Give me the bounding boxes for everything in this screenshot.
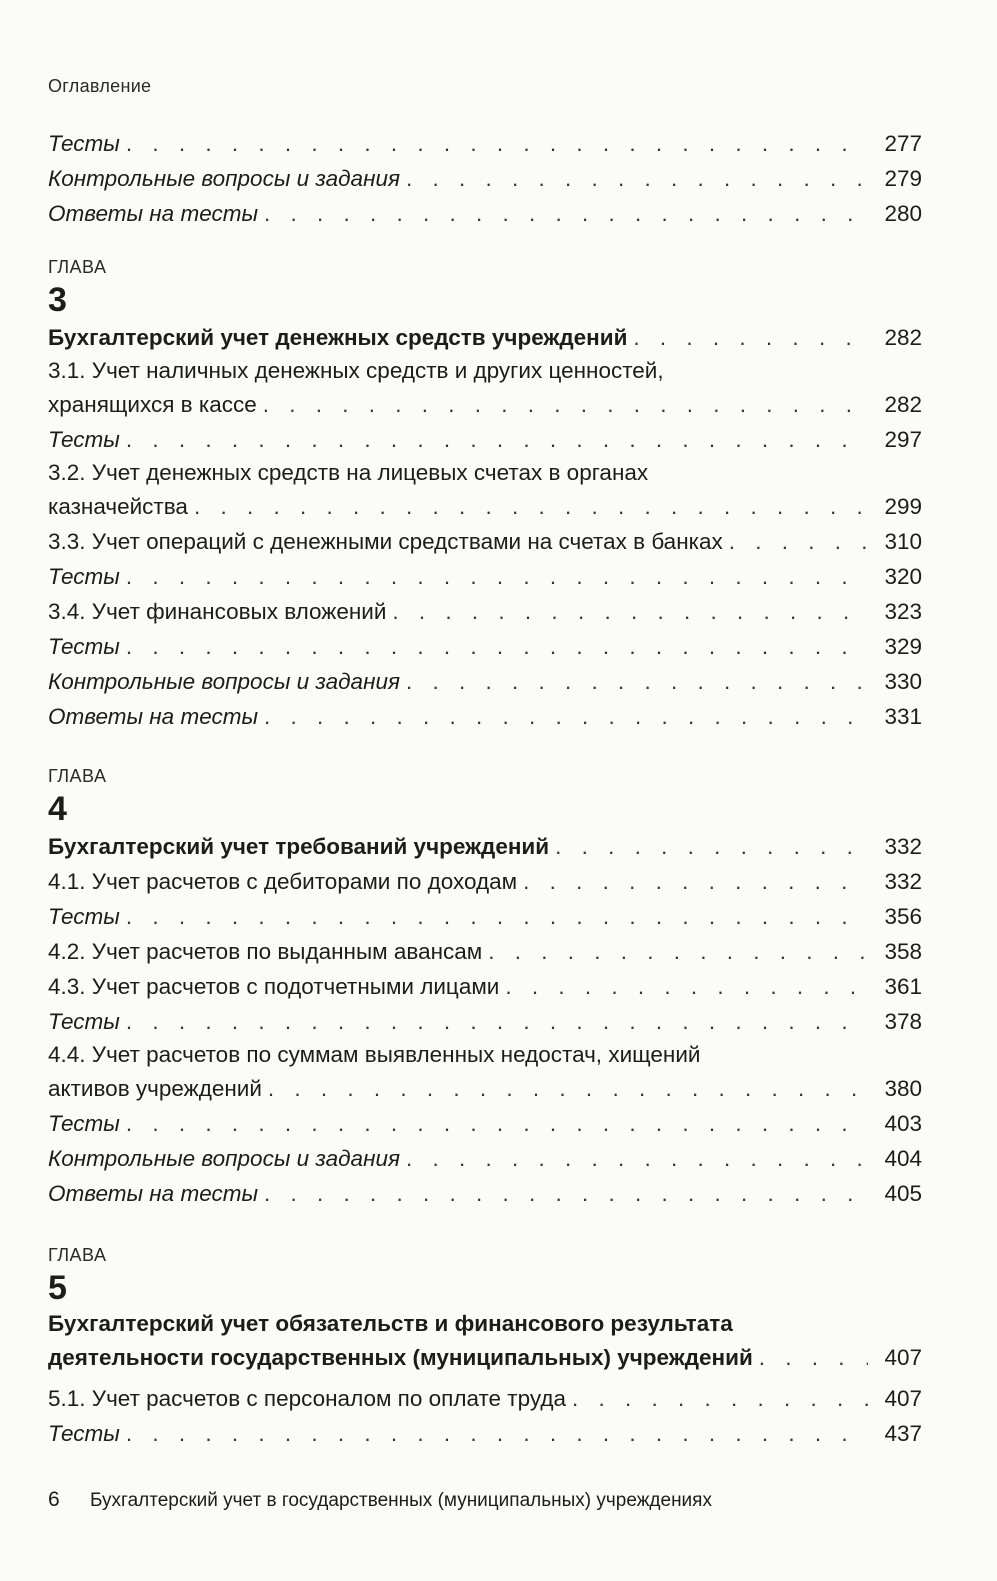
toc-page-number: 329 [884, 634, 922, 659]
toc-entry [48, 664, 922, 699]
toc-entry [48, 1176, 922, 1211]
toc-entry [48, 699, 922, 734]
toc-page-number: 378 [884, 1009, 922, 1034]
toc-entry-title: Тесты [48, 559, 126, 594]
toc-entry-title: хранящихся в кассе [48, 387, 263, 422]
toc-entry [48, 387, 922, 422]
toc-entry-title: казначейства [48, 489, 194, 524]
page-footer [48, 1488, 712, 1512]
toc-entry-title: 3.3. Учет операций с денежными средствами на счетах в банках [48, 524, 729, 559]
toc-entry [48, 1071, 922, 1106]
toc-entry [48, 1416, 922, 1451]
toc-entry-title: Тесты [48, 899, 126, 934]
toc-entry [48, 559, 922, 594]
toc-page-number: 332 [884, 834, 922, 859]
toc-entry [48, 899, 922, 934]
toc-entry-title: Ответы на тесты [48, 1176, 264, 1211]
toc-entry-title: Тесты [48, 126, 126, 161]
toc-entry-title: Тесты [48, 1106, 126, 1141]
running-head: Оглавление [48, 76, 152, 96]
chapter-label: ГЛАВА [48, 257, 107, 277]
toc-entry-title: Ответы на тесты [48, 196, 264, 231]
toc-page-number: 280 [884, 201, 922, 226]
toc-entry [48, 422, 922, 457]
toc-entry [48, 864, 922, 899]
toc-entry-title: Ответы на тесты [48, 699, 264, 734]
chapter-label: ГЛАВА [48, 766, 107, 786]
toc-entry [48, 1381, 922, 1416]
chapter-heading [48, 829, 922, 864]
toc-page-number: 380 [884, 1076, 922, 1101]
toc-entry [48, 489, 922, 524]
toc-page-number: 405 [884, 1181, 922, 1206]
chapter-4 [48, 763, 922, 1211]
chapter-3 [48, 254, 922, 734]
toc-page-number: 277 [884, 131, 922, 156]
toc-page-number: 332 [884, 869, 922, 894]
chapter-number: 4 [48, 790, 67, 828]
toc-page-number: 297 [884, 427, 922, 452]
toc-page-number: 403 [884, 1111, 922, 1136]
toc-entry-title: Контрольные вопросы и задания [48, 1141, 406, 1176]
toc-entry [48, 629, 922, 664]
chapter-5 [48, 1242, 922, 1451]
chapter-heading-line: Бухгалтерский учет обязательств и финансового результата [48, 1311, 733, 1336]
toc-entry [48, 1141, 922, 1176]
toc-page-number: 330 [884, 669, 922, 694]
chapter-number: 5 [48, 1269, 67, 1307]
toc-page-number: 282 [884, 325, 922, 350]
toc-entry-title: Тесты [48, 1004, 126, 1039]
toc-page-number: 282 [884, 392, 922, 417]
toc-entry-title: Контрольные вопросы и задания [48, 161, 406, 196]
toc-page-number: 320 [884, 564, 922, 589]
toc-entry-title: 3.4. Учет финансовых вложений [48, 594, 392, 629]
toc-entry-title: Контрольные вопросы и задания [48, 664, 406, 699]
toc-entry-title: 4.2. Учет расчетов по выданным авансам [48, 934, 488, 969]
toc-entry [48, 1004, 922, 1039]
chapter-heading-title: Бухгалтерский учет денежных средств учреждений [48, 320, 633, 355]
toc-page-number: 404 [884, 1146, 922, 1171]
chapter-heading [48, 320, 922, 355]
toc-entry [48, 934, 922, 969]
toc-entry-title: Тесты [48, 629, 126, 664]
toc-top-group [48, 126, 922, 231]
toc-page-number: 407 [884, 1345, 922, 1370]
toc-entry-title: 4.1. Учет расчетов с дебиторами по доходам [48, 864, 523, 899]
toc-entry [48, 1106, 922, 1141]
chapter-heading [48, 1340, 922, 1375]
toc-entry-line: 3.1. Учет наличных денежных средств и других ценностей, [48, 358, 664, 383]
toc-entry [48, 126, 922, 161]
toc-entry-title: 4.3. Учет расчетов с подотчетными лицами [48, 969, 505, 1004]
toc-page-number: 356 [884, 904, 922, 929]
toc-page-number: 437 [884, 1421, 922, 1446]
toc-entry [48, 969, 922, 1004]
footer-page-number: 6 [48, 1488, 60, 1511]
toc-page-number: 323 [884, 599, 922, 624]
chapter-heading-title: деятельности государственных (муниципальных) учреждений [48, 1340, 759, 1375]
chapter-heading-title: Бухгалтерский учет требований учреждений [48, 829, 555, 864]
toc-entry-title: Тесты [48, 1416, 126, 1451]
chapter-label: ГЛАВА [48, 1245, 107, 1265]
toc-page-number: 358 [884, 939, 922, 964]
toc-entry-title: Тесты [48, 422, 126, 457]
toc-entry-title: активов учреждений [48, 1071, 268, 1106]
toc-entry [48, 161, 922, 196]
footer-book-title: Бухгалтерский учет в государственных (муниципальных) учреждениях [90, 1490, 712, 1511]
toc-entry [48, 594, 922, 629]
toc-entry [48, 196, 922, 231]
toc-page-number: 299 [884, 494, 922, 519]
toc-page-number: 279 [884, 166, 922, 191]
toc-entry-line: 4.4. Учет расчетов по суммам выявленных недостач, хищений [48, 1042, 701, 1067]
toc-entry [48, 524, 922, 559]
toc-entry-title: 5.1. Учет расчетов с персоналом по оплате труда [48, 1381, 572, 1416]
toc-page-number: 331 [884, 704, 922, 729]
toc-page-number: 407 [884, 1386, 922, 1411]
toc-page-number: 361 [884, 974, 922, 999]
toc-entry-line: 3.2. Учет денежных средств на лицевых счетах в органах [48, 460, 649, 485]
chapter-number: 3 [48, 281, 67, 319]
toc-page-number: 310 [884, 529, 922, 554]
